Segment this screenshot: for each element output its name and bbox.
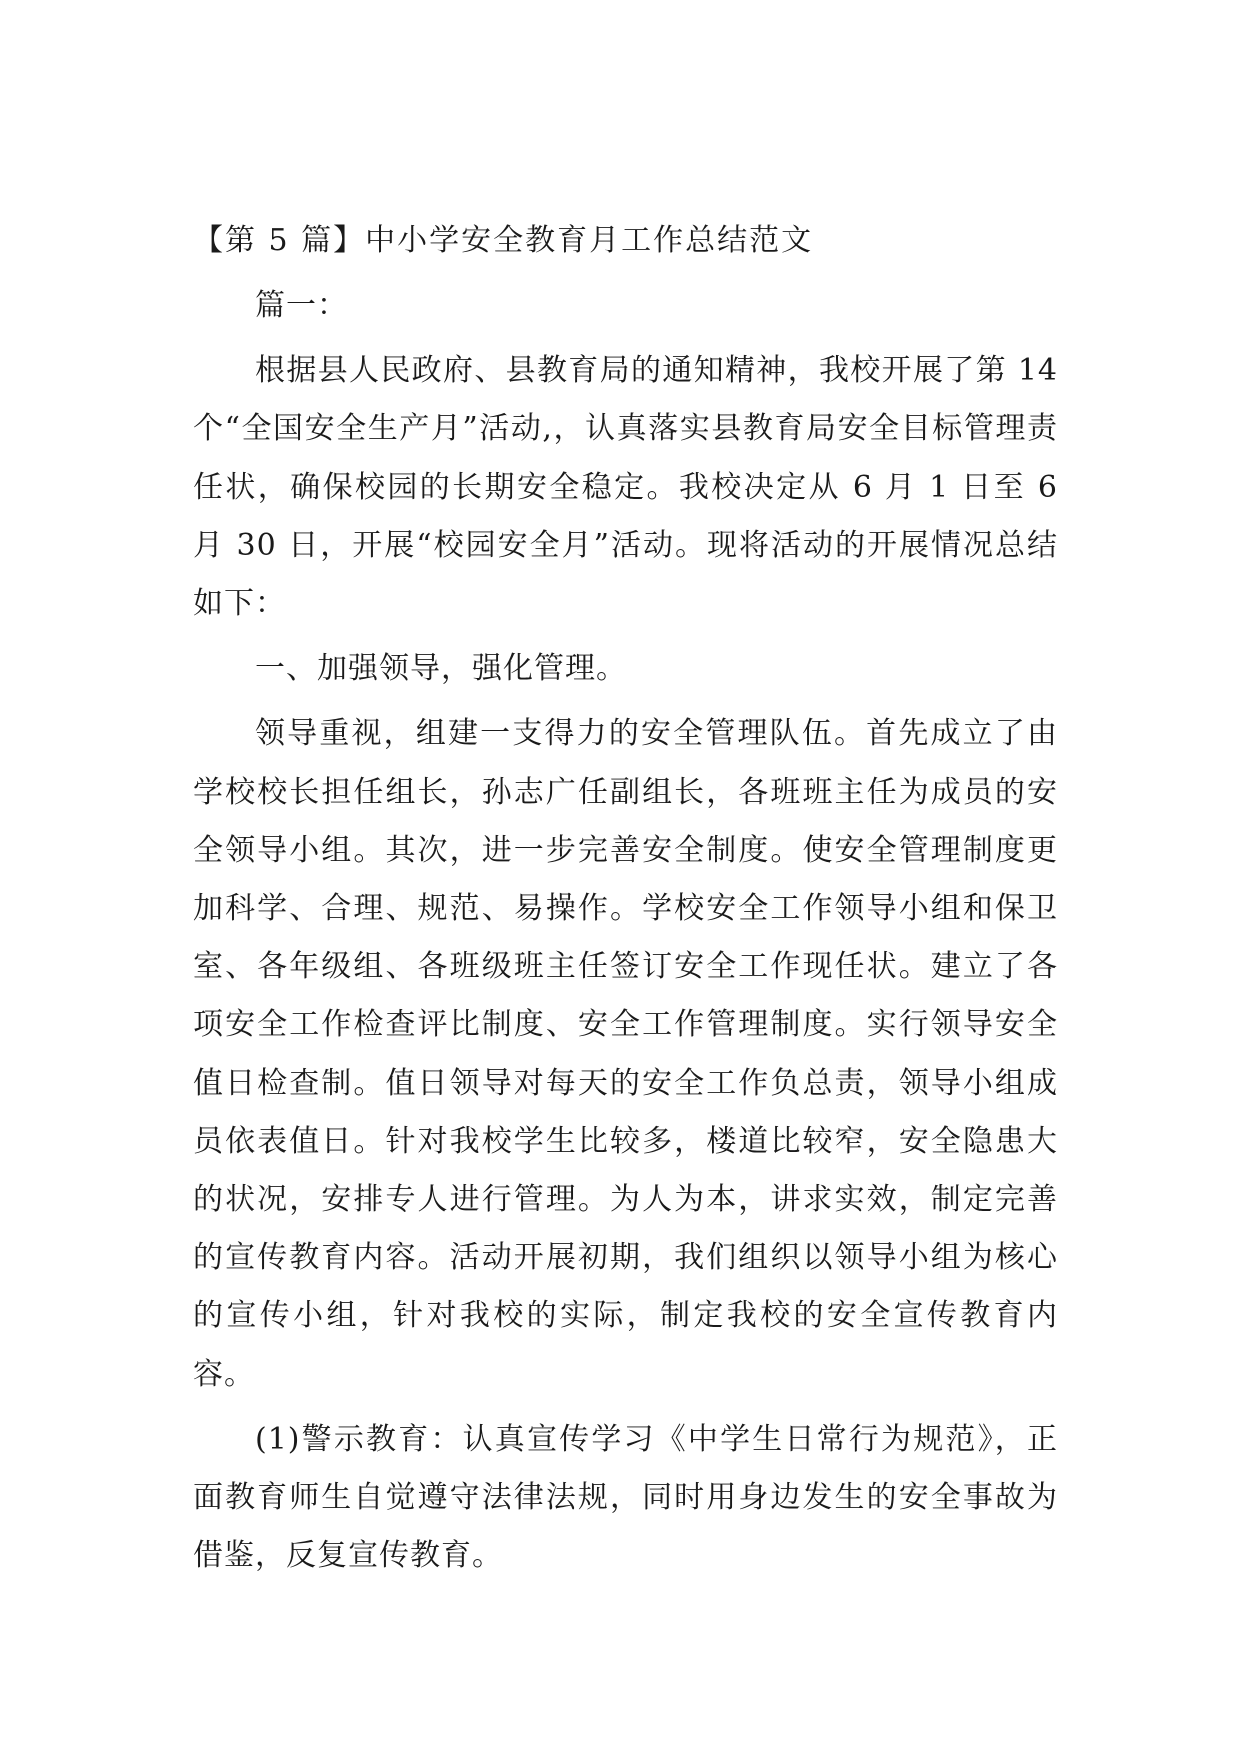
document-title: 【第 5 篇】中小学安全教育月工作总结范文 xyxy=(193,223,814,258)
section-label: 篇一： xyxy=(255,288,348,323)
body-paragraph-leadership: 领导重视，组建一支得力的安全管理队伍。首先成立了由学校校长担任组长，孙志广任副组长，各班班主任为成员的安全领导小组。其次，进一步完善安全制度。使安全管理制度更加科学、合理、规范、易操作。学校安全工作领导小组和保卫室、各年级组、各班级班主任签订安全工作现任状。建立了各项安全工作检查评比制度、安全工作管理制度。实行领导安全值日检查制。值日领导对每天的安全工作负总责，领导小组成员依表值日。针对我校学生比较多，楼道比较窄，安全隐患大的状况，安排专人进行管理。为人为本，讲求实效，制定完善的宣传教育内容。活动开展初期，我们组织以领导小组为核心的宣传小组，针对我校的实际，制定我校的安全宣传教育内容。 xyxy=(193,716,1058,1392)
body-paragraph-warning-education: (1)警示教育：认真宣传学习《中学生日常行为规范》，正面教育师生自觉遵守法律法规，同时用身边发生的安全事故为借鉴，反复宣传教育。 xyxy=(193,1421,1058,1574)
document-body xyxy=(193,212,1058,1585)
section-heading: 一、加强领导，强化管理。 xyxy=(255,651,627,687)
body-paragraph-intro: 根据县人民政府、县教育局的通知精神，我校开展了第 14 个“全国安全生产月”活动,，认真落实县教育局安全目标管理责任状，确保校园的长期安全稳定。我校决定从 6 月 1 日至 6 月 30 日，开展“校园安全月”活动。现将活动的开展情况总结如下： xyxy=(193,353,1058,622)
